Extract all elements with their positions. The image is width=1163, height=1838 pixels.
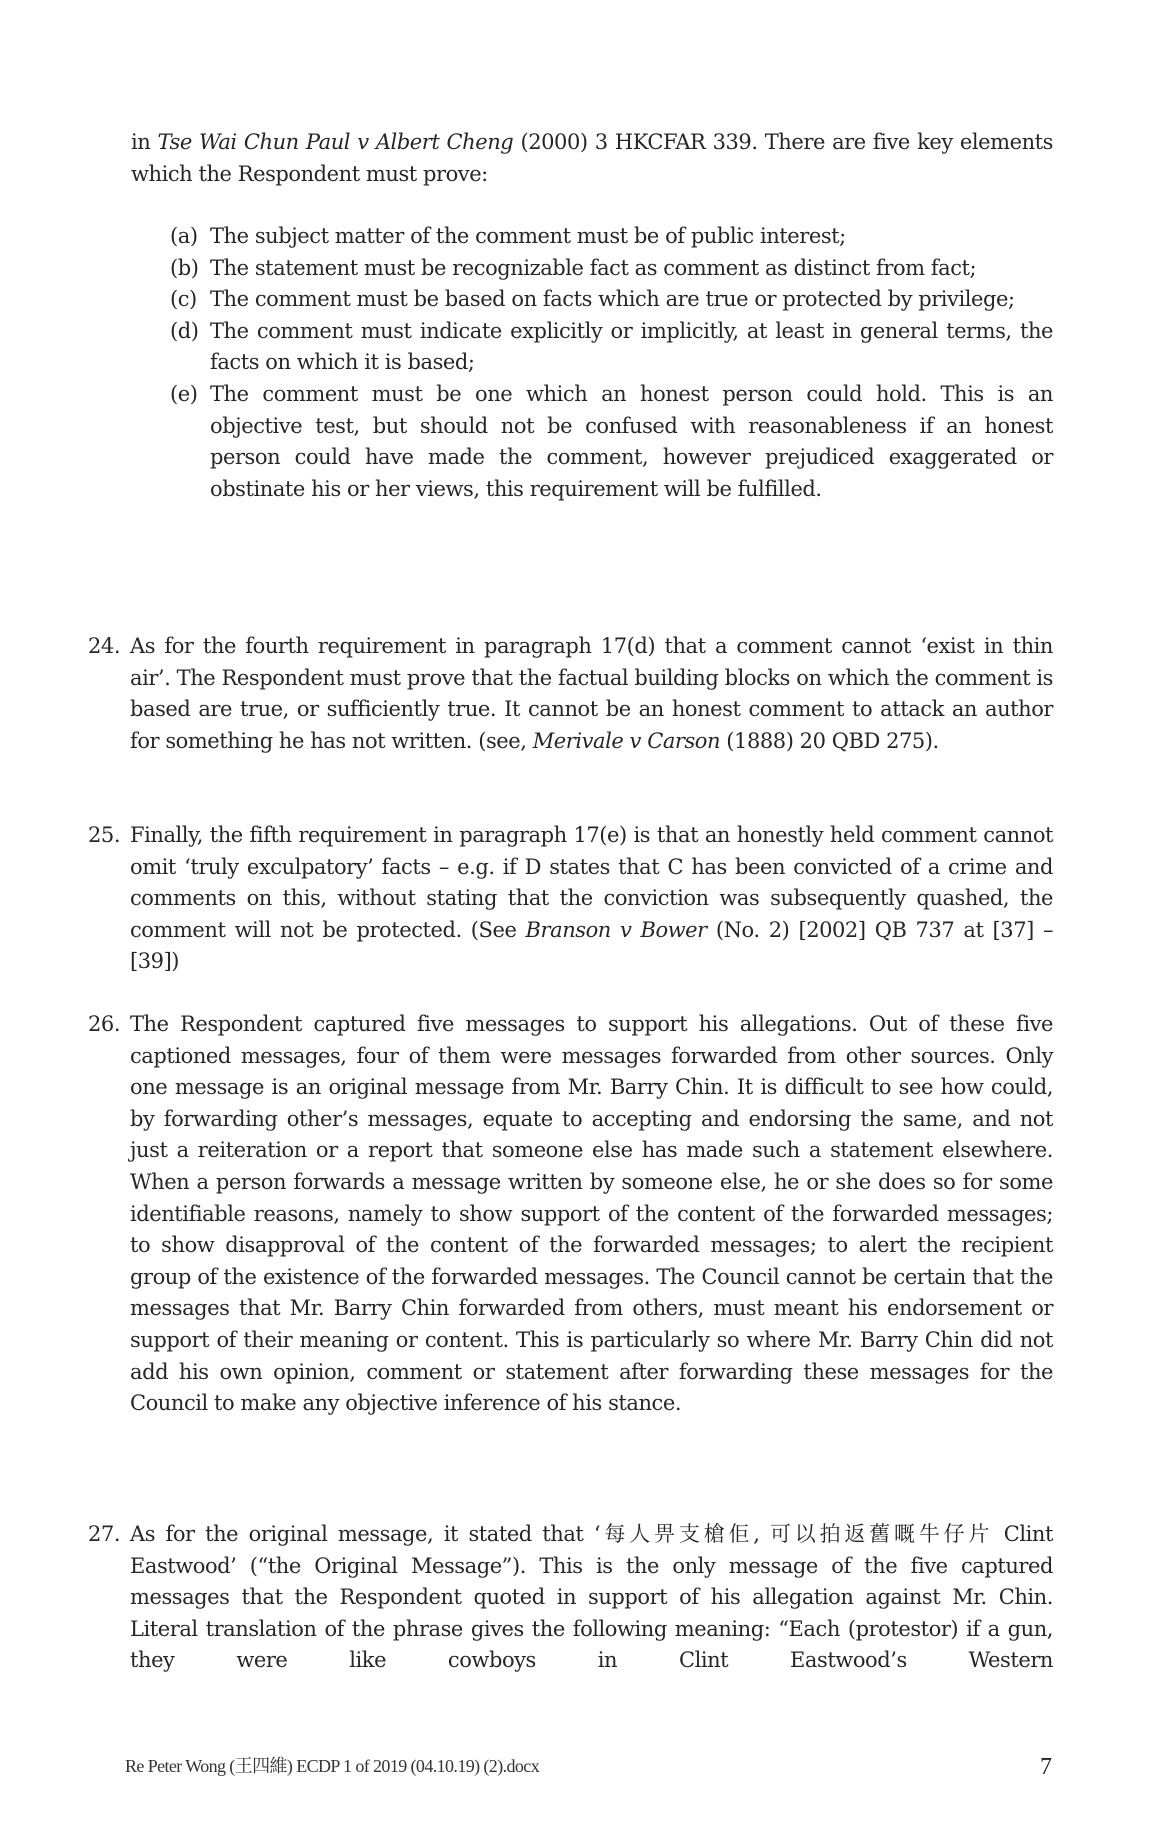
list-text: The statement must be recognizable fact as comment as distinct from fact;: [210, 255, 977, 280]
paragraph-text: [130, 631, 1053, 757]
paragraph-text: [130, 820, 1053, 978]
paragraph-26: [88, 1009, 1053, 1420]
text-segment: As for the fourth requirement in paragraph 17(d) that a comment cannot ‘exist in thin air’. The Respondent must prove that the factual building blocks on which the comment is based are true, or sufficiently true. It cannot be an honest comment to attack an author for something he has not written. (see,: [130, 634, 1053, 753]
list-item-d: [170, 316, 1053, 379]
list-text: The subject matter of the comment must be of public interest;: [210, 224, 846, 248]
list-label: (c): [170, 287, 197, 312]
paragraph-text: The Respondent captured five messages to support his allegations. Out of these five captioned messages, four of them were messages forwarded from other sources. Only one message is an original message from Mr. Barry Chin. It is difficult to see how could, by forwarding other’s messages, equate to accepting and endorsing the same, and not just a reiteration or a report that someone else has made such a statement elsewhere. When a person forwards a message written by someone else, he or she does so for some identifiable reasons, namely to show support of the content of the forwarded messages; to show disapproval of the content of the forwarded messages; to alert the recipient group of the existence of the forwarded messages. The Council cannot be certain that the messages that Mr. Barry Chin forwarded from others, must meant his endorsement or support of their meaning or content. This is particularly so where Mr. Barry Chin did not add his own opinion, comment or statement after forwarding these messages for the Council to make any objective inference of his stance.: [130, 1012, 1053, 1416]
list-item-e: [170, 379, 1053, 505]
paragraph-number: 24.: [88, 634, 121, 658]
case-citation: Merivale v Carson: [532, 728, 721, 753]
list-item-a: [170, 221, 1053, 253]
case-citation: Tse Wai Chun Paul v Albert Cheng: [157, 130, 514, 154]
paragraph-text: As for the original message, it stated that ‘每人畀支槍佢, 可以拍返舊嘅牛仔片 Clint Eastwood’ (“the Original Message”). This is the only message of the five captured messages that the Respondent quoted in support of his allegation against Mr. Chin. Literal translation of the phrase gives the following meaning: “Each (protestor) if a gun, they were like cowboys in Clint Eastwood’s Western: [130, 1522, 1053, 1673]
paragraph-24: [88, 631, 1053, 757]
text-segment: Finally, the fifth requirement in paragraph 17(e) is that an honestly held comment cannot omit ‘truly exculpatory’ facts – e.g. if D states that C has been convicted of a crime and comments on this, without stating that the conviction was subsequently quashed, the comment will not be protected. (See: [130, 823, 1053, 942]
list-label: (a): [170, 224, 198, 248]
list-item-c: [170, 284, 1053, 316]
intro-paragraph: [131, 127, 1053, 190]
paragraph-number: 25.: [88, 823, 121, 847]
list-label: (b): [170, 255, 199, 280]
paragraph-27: [88, 1519, 1053, 1677]
footer-filename: Re Peter Wong (王四維) ECDP 1 of 2019 (04.10.19) (2).docx: [125, 1756, 540, 1776]
paragraph-number: 27.: [88, 1522, 121, 1546]
case-citation: Branson v Bower: [525, 917, 707, 942]
page-number: 7: [1040, 1754, 1052, 1780]
text-segment: (1888) 20 QBD 275).: [720, 728, 939, 753]
paragraph-number: 26.: [88, 1012, 121, 1036]
list-item-b: [170, 253, 1053, 285]
list-text: The comment must indicate explicitly or implicitly, at least in general terms, the facts on which it is based;: [210, 318, 1053, 375]
elements-list: [170, 221, 1053, 505]
intro-suffix: (2000) 3 HKCFAR 339. There are five key elements which the Respondent must prove:: [131, 130, 1053, 186]
list-text: The comment must be one which an honest person could hold. This is an objective test, but should not be confused with reasonableness if an honest person could have made the comment, however prejudiced exaggerated or obstinate his or her views, this requirement will be fulfilled.: [210, 381, 1053, 501]
list-label: (d): [170, 318, 199, 343]
intro-prefix: in: [131, 130, 158, 154]
list-label: (e): [170, 381, 198, 406]
list-text: The comment must be based on facts which are true or protected by privilege;: [210, 287, 1015, 312]
paragraph-25: [88, 820, 1053, 978]
text-segment: (No. 2) [2002] QB 737 at [37] – [39]): [130, 917, 1054, 974]
